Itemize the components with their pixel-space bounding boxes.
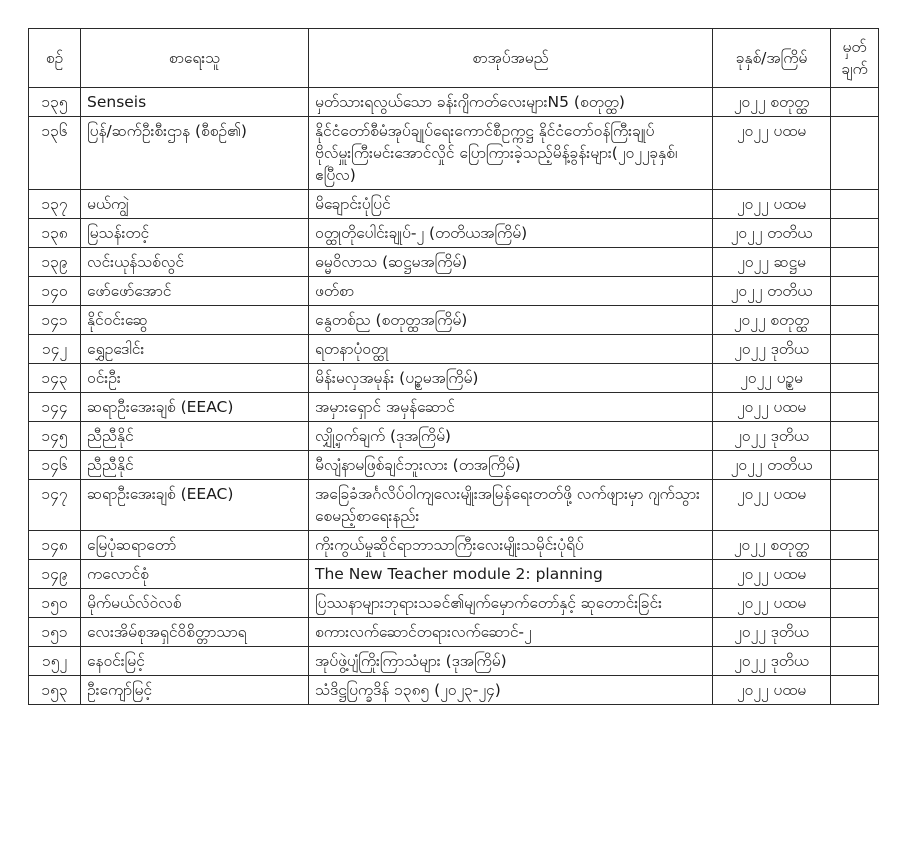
cell-remark bbox=[831, 422, 879, 451]
cell-author: နေဝင်းမြင့် bbox=[81, 647, 309, 676]
table-row bbox=[29, 560, 879, 589]
cell-remark bbox=[831, 248, 879, 277]
cell-date: ၂၀၂၂ ဒုတိယ bbox=[713, 647, 831, 676]
cell-title: နိုင်ငံတော်စီမံအုပ်ချုပ်ရေးကောင်စီဥက္ကဋ္ဌ နိုင်ငံတော်ဝန်ကြီးချုပ်ဗိုလ်မှူးကြီးမင်းအောင်လှိုင် ပြောကြားခဲ့သည့်မိန့်ခွန်းများ(၂၀၂၂ခုနှစ်၊ဧပြီလ) bbox=[309, 117, 713, 190]
table-body bbox=[29, 88, 879, 705]
cell-date: ၂၀၂၂ ပထမ bbox=[713, 190, 831, 219]
cell-title: အခြေခံအင်္ဂလိပ်ဝါကျလေးမျိုးအမြန်ရေးတတ်ဖို့ လက်ဖျားမှာ ဂျက်သွားစေမည့်စာရေးနည်း bbox=[309, 480, 713, 531]
cell-date: ၂၀၂၂ ပထမ bbox=[713, 589, 831, 618]
cell-date: ၂၀၂၂ ဒုတိယ bbox=[713, 335, 831, 364]
table-row bbox=[29, 306, 879, 335]
cell-no: ၁၄၃ bbox=[29, 364, 81, 393]
header-no: စဉ် bbox=[29, 29, 81, 88]
table-row bbox=[29, 647, 879, 676]
cell-title: နွေတစ်ည (စတုတ္ထအကြိမ်) bbox=[309, 306, 713, 335]
cell-date: ၂၀၂၂ ဒုတိယ bbox=[713, 618, 831, 647]
cell-author: ဦးကျော်မြင့် bbox=[81, 676, 309, 705]
table-row bbox=[29, 117, 879, 190]
cell-no: ၁၃၅ bbox=[29, 88, 81, 117]
table-row bbox=[29, 88, 879, 117]
header-remark bbox=[831, 29, 879, 88]
cell-author: ညီညီနိုင် bbox=[81, 451, 309, 480]
cell-date: ၂၀၂၂ စတုတ္ထ bbox=[713, 306, 831, 335]
cell-remark bbox=[831, 190, 879, 219]
cell-remark bbox=[831, 560, 879, 589]
cell-remark bbox=[831, 306, 879, 335]
table-row bbox=[29, 676, 879, 705]
cell-remark bbox=[831, 393, 879, 422]
cell-date: ၂၀၂၂ ပထမ bbox=[713, 117, 831, 190]
cell-date: ၂၀၂၂ စတုတ္ထ bbox=[713, 531, 831, 560]
cell-remark bbox=[831, 589, 879, 618]
cell-title: ဓမ္မဝိလာသ (ဆဋ္ဌမအကြိမ်) bbox=[309, 248, 713, 277]
book-list-table bbox=[28, 28, 879, 705]
header-row bbox=[29, 29, 879, 88]
cell-no: ၁၄၆ bbox=[29, 451, 81, 480]
cell-remark bbox=[831, 531, 879, 560]
cell-date: ၂၀၂၂ ပထမ bbox=[713, 393, 831, 422]
cell-title: The New Teacher module 2: planning bbox=[309, 560, 713, 589]
cell-no: ၁၄၀ bbox=[29, 277, 81, 306]
cell-author: ပြန်/ဆက်ဦးစီးဌာန (စီစဉ်၏) bbox=[81, 117, 309, 190]
cell-remark bbox=[831, 88, 879, 117]
cell-date: ၂၀၂၂ ပထမ bbox=[713, 560, 831, 589]
table-row bbox=[29, 480, 879, 531]
cell-no: ၁၃၉ bbox=[29, 248, 81, 277]
cell-date: ၂၀၂၂ တတိယ bbox=[713, 219, 831, 248]
header-author: စာရေးသူ bbox=[81, 29, 309, 88]
cell-title: အမှားရှောင် အမှန်ဆောင် bbox=[309, 393, 713, 422]
table-row bbox=[29, 248, 879, 277]
cell-title: မိချောင်းပုံပြင် bbox=[309, 190, 713, 219]
cell-author: မယ်ကျွဲ bbox=[81, 190, 309, 219]
table-row bbox=[29, 335, 879, 364]
cell-author: လေးအိမ်စုအရှင်ဝိစိတ္တာသာရ bbox=[81, 618, 309, 647]
cell-title: မီလျံနာမဖြစ်ချင်ဘူးလား (တအကြိမ်) bbox=[309, 451, 713, 480]
cell-title: လျှို့ဝှက်ချက် (ဒုအကြိမ်) bbox=[309, 422, 713, 451]
cell-date: ၂၀၂၂ တတိယ bbox=[713, 451, 831, 480]
table-row bbox=[29, 364, 879, 393]
cell-no: ၁၅၃ bbox=[29, 676, 81, 705]
cell-remark bbox=[831, 277, 879, 306]
cell-author: လင်းယုန်သစ်လွင် bbox=[81, 248, 309, 277]
table-row bbox=[29, 393, 879, 422]
cell-author: ကလောင်စုံ bbox=[81, 560, 309, 589]
cell-author: ဆရာဦးအေးချစ် (EEAC) bbox=[81, 393, 309, 422]
cell-author: မြေပုံဆရာတော် bbox=[81, 531, 309, 560]
cell-remark bbox=[831, 480, 879, 531]
cell-title: မှတ်သားရလွယ်သော ခန်းဂျိကတ်လေးများN5 (စတုတ္ထ) bbox=[309, 88, 713, 117]
cell-no: ၁၅၂ bbox=[29, 647, 81, 676]
header-date: ခုနှစ်/အကြိမ် bbox=[713, 29, 831, 88]
cell-title: ပြဿနာများဘုရားသခင်၏မျက်မှောက်တော်နှင့် ဆုတောင်းခြင်း bbox=[309, 589, 713, 618]
cell-date: ၂၀၂၂ ဆဋ္ဌမ bbox=[713, 248, 831, 277]
cell-remark bbox=[831, 219, 879, 248]
cell-no: ၁၃၈ bbox=[29, 219, 81, 248]
cell-no: ၁၄၂ bbox=[29, 335, 81, 364]
cell-date: ၂၀၂၂ ပဉ္စမ bbox=[713, 364, 831, 393]
table-row bbox=[29, 589, 879, 618]
cell-no: ၁၄၁ bbox=[29, 306, 81, 335]
cell-title: ကိုးကွယ်မှုဆိုင်ရာဘာသာကြီးလေးမျိုးသမိုင်းပုံရိပ် bbox=[309, 531, 713, 560]
header-remark-line1: မှတ် bbox=[842, 38, 867, 56]
cell-no: ၁၅၁ bbox=[29, 618, 81, 647]
table-row bbox=[29, 618, 879, 647]
cell-author: နိုင်ဝင်းဆွေ bbox=[81, 306, 309, 335]
cell-title: ဝတ္ထုတိုပေါင်းချုပ်-၂ (တတိယအကြိမ်) bbox=[309, 219, 713, 248]
cell-title: အုပ်ဖွဲ့ပျံကြိုးကြာသံများ (ဒုအကြိမ်) bbox=[309, 647, 713, 676]
cell-title: စကားလက်ဆောင်တရားလက်ဆောင်-၂ bbox=[309, 618, 713, 647]
cell-author: မိုက်မယ်လ်ဝဲလစ် bbox=[81, 589, 309, 618]
cell-title: မိန်းမလှအမုန်း (ပဉ္စမအကြိမ်) bbox=[309, 364, 713, 393]
header-title: စာအုပ်အမည် bbox=[309, 29, 713, 88]
cell-date: ၂၀၂၂ တတိယ bbox=[713, 277, 831, 306]
cell-remark bbox=[831, 364, 879, 393]
table-row bbox=[29, 531, 879, 560]
cell-date: ၂၀၂၂ ပထမ bbox=[713, 676, 831, 705]
cell-remark bbox=[831, 335, 879, 364]
cell-author: ဝင်းဦး bbox=[81, 364, 309, 393]
cell-author: ညီညီနိုင် bbox=[81, 422, 309, 451]
cell-remark bbox=[831, 676, 879, 705]
cell-author: ဆရာဦးအေးချစ် (EEAC) bbox=[81, 480, 309, 531]
table-row bbox=[29, 451, 879, 480]
cell-title: သံဒိဋ္ဌပြက္ခဒိန် ၁၃၈၅ (၂၀၂၃-၂၄) bbox=[309, 676, 713, 705]
cell-date: ၂၀၂၂ ဒုတိယ bbox=[713, 422, 831, 451]
cell-remark bbox=[831, 647, 879, 676]
cell-author: Senseis bbox=[81, 88, 309, 117]
cell-no: ၁၅၀ bbox=[29, 589, 81, 618]
cell-no: ၁၃၆ bbox=[29, 117, 81, 190]
cell-author: ရွှေဥဒေါင်း bbox=[81, 335, 309, 364]
table-row bbox=[29, 422, 879, 451]
cell-remark bbox=[831, 618, 879, 647]
cell-no: ၁၄၇ bbox=[29, 480, 81, 531]
cell-remark bbox=[831, 117, 879, 190]
table-row bbox=[29, 219, 879, 248]
cell-title: ရတနာပုံဝတ္ထု bbox=[309, 335, 713, 364]
table-row bbox=[29, 190, 879, 219]
table-row bbox=[29, 277, 879, 306]
cell-title: ဖတ်စာ bbox=[309, 277, 713, 306]
cell-no: ၁၄၈ bbox=[29, 531, 81, 560]
cell-no: ၁၃၇ bbox=[29, 190, 81, 219]
cell-date: ၂၀၂၂ စတုတ္ထ bbox=[713, 88, 831, 117]
cell-author: ဖော်ဖော်အောင် bbox=[81, 277, 309, 306]
header-remark-line2: ချက် bbox=[841, 60, 868, 78]
cell-no: ၁၄၅ bbox=[29, 422, 81, 451]
cell-no: ၁၄၉ bbox=[29, 560, 81, 589]
cell-remark bbox=[831, 451, 879, 480]
table-header bbox=[29, 29, 879, 88]
cell-author: မြသန်းတင့် bbox=[81, 219, 309, 248]
cell-no: ၁၄၄ bbox=[29, 393, 81, 422]
cell-date: ၂၀၂၂ ပထမ bbox=[713, 480, 831, 531]
